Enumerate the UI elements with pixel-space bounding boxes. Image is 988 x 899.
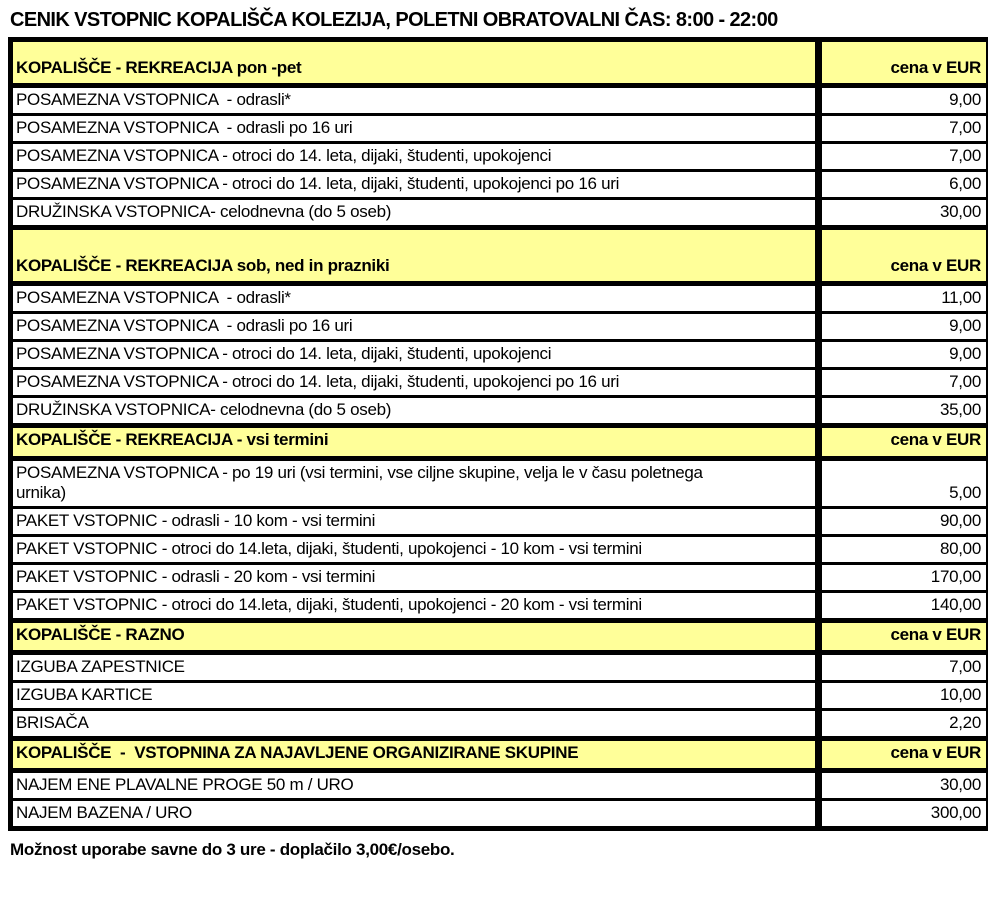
price-value-cell: 9,00 (819, 341, 988, 369)
price-value-cell: 170,00 (819, 563, 988, 591)
price-row (11, 507, 988, 535)
price-row (11, 341, 988, 369)
item-label-cell: POSAMEZNA VSTOPNICA - otroci do 14. leta, dijaki, študenti, upokojenci po 16 uri (11, 171, 819, 199)
item-label-cell: POSAMEZNA VSTOPNICA - odrasli* (11, 284, 819, 313)
price-value-cell: 9,00 (819, 313, 988, 341)
price-value-cell: 7,00 (819, 369, 988, 397)
price-table (8, 37, 988, 831)
item-label-cell: NAJEM ENE PLAVALNE PROGE 50 m / URO (11, 771, 819, 800)
item-label-cell: POSAMEZNA VSTOPNICA - po 19 uri (vsi termini, vse ciljne skupine, velja le v času poletnega urnika) (11, 458, 819, 507)
price-value-cell: 7,00 (819, 143, 988, 171)
price-row (11, 458, 988, 507)
item-label-cell: IZGUBA KARTICE (11, 681, 819, 709)
price-value-cell: 5,00 (819, 458, 988, 507)
item-label-cell: PAKET VSTOPNIC - otroci do 14.leta, dijaki, študenti, upokojenci - 10 kom - vsi termini (11, 535, 819, 563)
item-label-cell: PAKET VSTOPNIC - otroci do 14.leta, dijaki, študenti, upokojenci - 20 kom - vsi termini (11, 591, 819, 620)
price-value-cell: 35,00 (819, 397, 988, 426)
item-label-cell: POSAMEZNA VSTOPNICA - otroci do 14. leta, dijaki, študenti, upokojenci (11, 341, 819, 369)
section-header-row (11, 426, 988, 458)
item-label-cell: DRUŽINSKA VSTOPNICA- celodnevna (do 5 oseb) (11, 199, 819, 228)
price-row (11, 397, 988, 426)
price-row (11, 199, 988, 228)
item-label-cell: PAKET VSTOPNIC - odrasli - 10 kom - vsi termini (11, 507, 819, 535)
price-row (11, 771, 988, 800)
price-row (11, 681, 988, 709)
item-label-cell: POSAMEZNA VSTOPNICA - odrasli po 16 uri (11, 115, 819, 143)
price-value-cell: 7,00 (819, 115, 988, 143)
page-title: CENIK VSTOPNIC KOPALIŠČA KOLEZIJA, POLETNI OBRATOVALNI ČAS: 8:00 - 22:00 (10, 9, 778, 31)
section-header-label: KOPALIŠČE - RAZNO (11, 620, 819, 652)
price-row (11, 709, 988, 738)
price-column-header: cena v EUR (819, 738, 988, 770)
item-label-cell: POSAMEZNA VSTOPNICA - otroci do 14. leta, dijaki, študenti, upokojenci (11, 143, 819, 171)
price-value-cell: 30,00 (819, 771, 988, 800)
section-header-row (11, 40, 988, 86)
section-header-row (11, 738, 988, 770)
price-row (11, 115, 988, 143)
item-label-cell: IZGUBA ZAPESTNICE (11, 652, 819, 681)
item-label-cell: PAKET VSTOPNIC - odrasli - 20 kom - vsi termini (11, 563, 819, 591)
price-column-header: cena v EUR (819, 40, 988, 86)
price-value-cell: 11,00 (819, 284, 988, 313)
price-row (11, 800, 988, 829)
price-table-body (11, 40, 988, 829)
item-label-cell: DRUŽINSKA VSTOPNICA- celodnevna (do 5 oseb) (11, 397, 819, 426)
item-label-cell: BRISAČA (11, 709, 819, 738)
price-column-header: cena v EUR (819, 620, 988, 652)
section-header-row (11, 620, 988, 652)
price-row (11, 86, 988, 115)
price-value-cell: 140,00 (819, 591, 988, 620)
section-header-row (11, 228, 988, 284)
section-header-label: KOPALIŠČE - REKREACIJA sob, ned in prazniki (11, 228, 819, 284)
price-value-cell: 300,00 (819, 800, 988, 829)
footer-note: Možnost uporabe savne do 3 ure - doplačilo 3,00€/osebo. (10, 840, 455, 860)
section-header-label: KOPALIŠČE - REKREACIJA - vsi termini (11, 426, 819, 458)
price-row (11, 171, 988, 199)
price-row (11, 284, 988, 313)
price-value-cell: 2,20 (819, 709, 988, 738)
section-header-label: KOPALIŠČE - VSTOPNINA ZA NAJAVLJENE ORGANIZIRANE SKUPINE (11, 738, 819, 770)
item-label-cell: NAJEM BAZENA / URO (11, 800, 819, 829)
price-column-header: cena v EUR (819, 228, 988, 284)
price-value-cell: 7,00 (819, 652, 988, 681)
item-label-cell: POSAMEZNA VSTOPNICA - odrasli po 16 uri (11, 313, 819, 341)
price-row (11, 535, 988, 563)
price-value-cell: 80,00 (819, 535, 988, 563)
price-value-cell: 6,00 (819, 171, 988, 199)
price-value-cell: 10,00 (819, 681, 988, 709)
item-label-cell: POSAMEZNA VSTOPNICA - odrasli* (11, 86, 819, 115)
price-value-cell: 30,00 (819, 199, 988, 228)
price-value-cell: 9,00 (819, 86, 988, 115)
item-label-cell: POSAMEZNA VSTOPNICA - otroci do 14. leta, dijaki, študenti, upokojenci po 16 uri (11, 369, 819, 397)
price-row (11, 652, 988, 681)
price-row (11, 143, 988, 171)
price-value-cell: 90,00 (819, 507, 988, 535)
price-row (11, 369, 988, 397)
section-header-label: KOPALIŠČE - REKREACIJA pon -pet (11, 40, 819, 86)
price-column-header: cena v EUR (819, 426, 988, 458)
price-row (11, 591, 988, 620)
price-row (11, 563, 988, 591)
price-row (11, 313, 988, 341)
